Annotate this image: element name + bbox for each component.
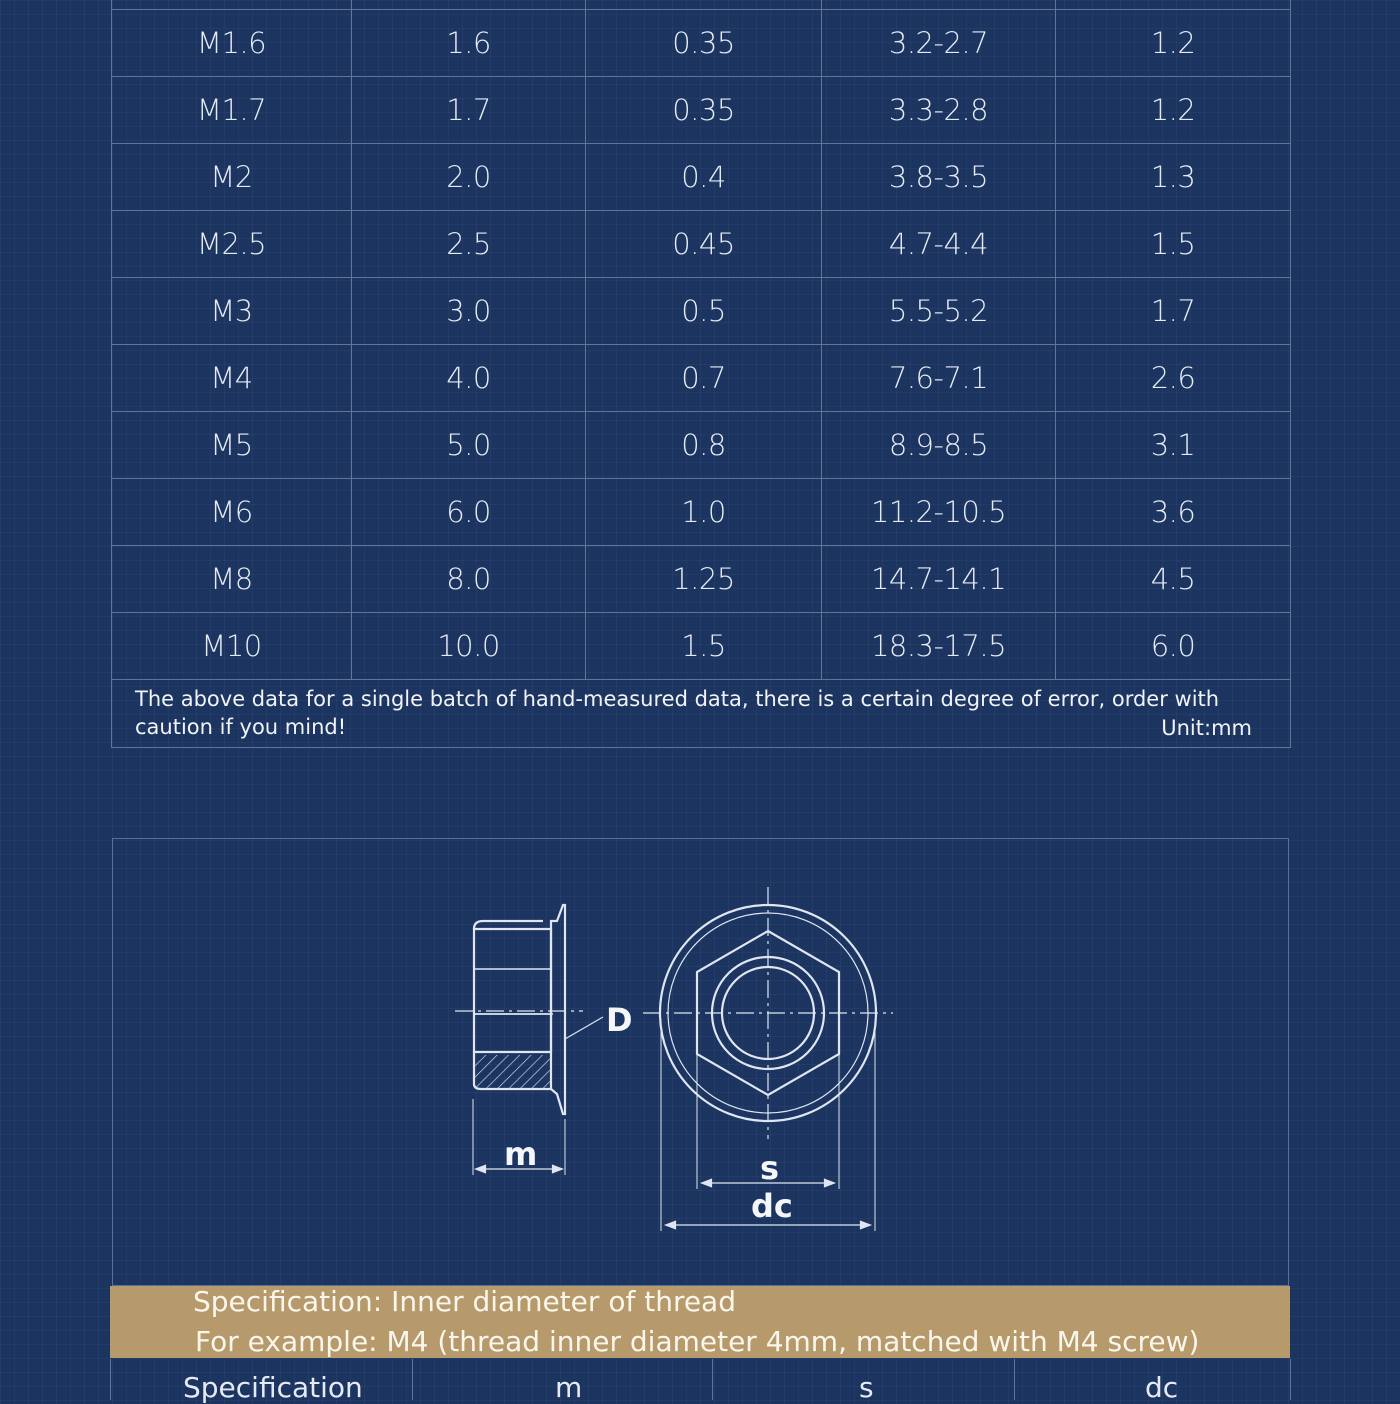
- table-cell: 1.5: [586, 613, 822, 679]
- table-cell: 1.7: [1150, 294, 1196, 328]
- table-cell: 1.3: [1150, 160, 1196, 194]
- table-cell: M10: [112, 613, 352, 679]
- dimension-label-D: D: [606, 1001, 633, 1039]
- table-cell: 2.5: [352, 211, 586, 277]
- table-header-row-cropped: [112, 0, 1290, 10]
- table-cell: M8: [112, 546, 352, 612]
- table-cell: 3.0: [352, 278, 586, 344]
- table-cell: 0.35: [586, 77, 822, 143]
- table-row: [112, 345, 1290, 412]
- table-cell: 1.2: [1150, 93, 1196, 127]
- table-cell: 0.8: [586, 412, 822, 478]
- table-cell: 8.9-8.5: [822, 412, 1056, 478]
- table-cell: 4.0: [352, 345, 586, 411]
- table-cell: 1.2: [1150, 26, 1196, 60]
- table-cell: M1.7: [112, 77, 352, 143]
- table-cell: 1.7: [352, 77, 586, 143]
- table-cell: 5.5-5.2: [822, 278, 1056, 344]
- table-cell: 2.0: [352, 144, 586, 210]
- table-cell: 3.1: [1150, 428, 1196, 462]
- unit-label: Unit:mm: [1161, 716, 1252, 740]
- header-s: s: [713, 1359, 1015, 1400]
- table-cell: 3.3-2.8: [822, 77, 1056, 143]
- note-text: The above data for a single batch of hand-measured data, there is a certain degree of error, order with caution if you mind!: [135, 687, 1220, 739]
- dimension-label-dc: dc: [751, 1187, 793, 1225]
- table-row: [112, 546, 1290, 613]
- table-cell: M4: [112, 345, 352, 411]
- table-cell: 11.2-10.5: [822, 479, 1056, 545]
- measurement-note: [112, 680, 1290, 747]
- table-row: [112, 144, 1290, 211]
- table-cell: 10.0: [352, 613, 586, 679]
- table-cell: 4.5: [1150, 562, 1196, 596]
- table-row: [112, 479, 1290, 546]
- table-cell: M5: [112, 412, 352, 478]
- table-cell: M3: [112, 278, 352, 344]
- technical-drawing: [113, 839, 1290, 1287]
- table-cell: 0.5: [586, 278, 822, 344]
- header-dc: dc: [1015, 1359, 1291, 1400]
- table-cell: 1.6: [352, 10, 586, 76]
- spec-line-1: Specification: Inner diameter of thread: [193, 1285, 736, 1318]
- table-cell: 1.5: [1150, 227, 1196, 261]
- header-m: m: [413, 1359, 713, 1400]
- table-cell: 1.0: [586, 479, 822, 545]
- table-cell: 3.2-2.7: [822, 10, 1056, 76]
- bottom-table-header: [110, 1359, 1291, 1404]
- table-cell: 14.7-14.1: [822, 546, 1056, 612]
- table-row: [112, 412, 1290, 479]
- table-cell: 6.0: [1150, 629, 1196, 663]
- table-cell: 2.6: [1150, 361, 1196, 395]
- table-cell: 7.6-7.1: [822, 345, 1056, 411]
- table-cell: M1.6: [112, 10, 352, 76]
- table-cell: 4.7-4.4: [822, 211, 1056, 277]
- table-cell: 0.45: [586, 211, 822, 277]
- table-cell: 6.0: [352, 479, 586, 545]
- table-row: [112, 613, 1290, 680]
- size-table: [111, 0, 1291, 748]
- table-cell: M2.5: [112, 211, 352, 277]
- table-body: [112, 10, 1290, 680]
- flange-nut-diagram: [112, 838, 1289, 1286]
- table-cell: 18.3-17.5: [822, 613, 1056, 679]
- spec-line-2: For example: M4 (thread inner diameter 4mm, matched with M4 screw): [195, 1325, 1200, 1358]
- table-row: [112, 10, 1290, 77]
- table-row: [112, 211, 1290, 278]
- table-cell: 1.25: [586, 546, 822, 612]
- table-cell: M2: [112, 144, 352, 210]
- dimension-label-s: s: [760, 1149, 780, 1187]
- table-cell: 3.6: [1150, 495, 1196, 529]
- table-cell: 0.4: [586, 144, 822, 210]
- table-cell: 5.0: [352, 412, 586, 478]
- header-specification: Specification: [111, 1359, 413, 1400]
- dimension-label-m: m: [504, 1135, 538, 1173]
- table-cell: M6: [112, 479, 352, 545]
- table-row: [112, 77, 1290, 144]
- table-cell: 0.35: [586, 10, 822, 76]
- table-cell: 8.0: [352, 546, 586, 612]
- table-cell: 3.8-3.5: [822, 144, 1056, 210]
- specification-banner: [110, 1286, 1290, 1358]
- table-row: [112, 278, 1290, 345]
- table-cell: 0.7: [586, 345, 822, 411]
